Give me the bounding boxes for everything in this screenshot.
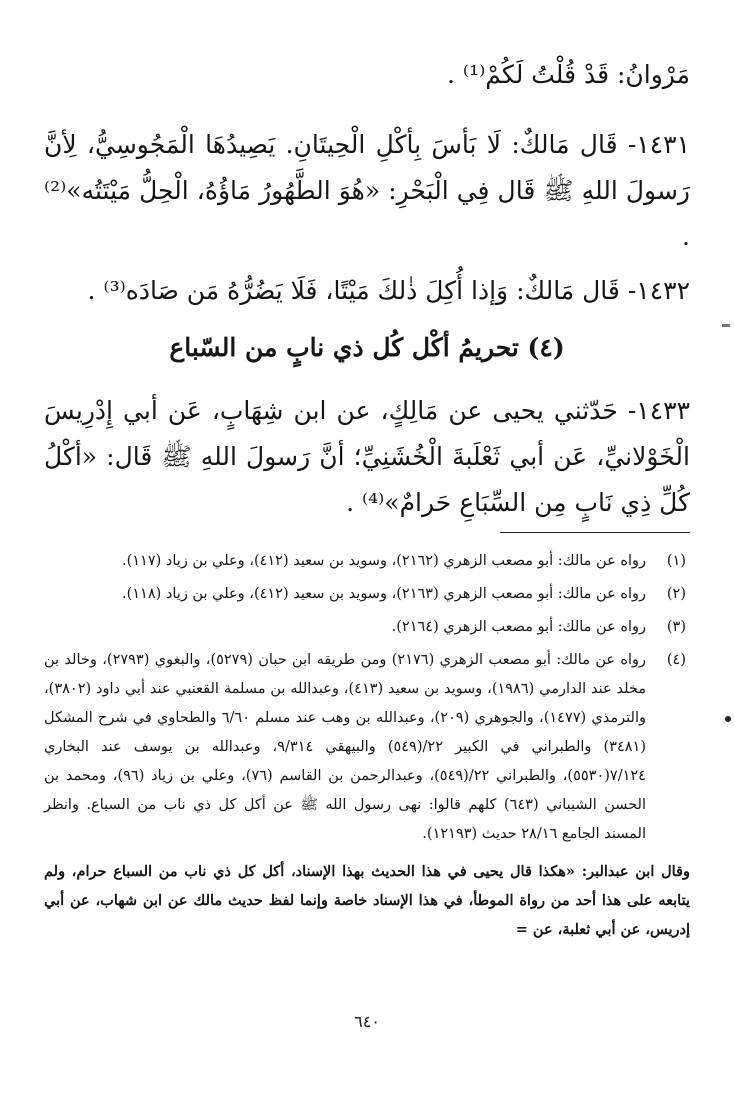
footnote-separator xyxy=(500,532,690,533)
chapter-heading: (٤) تحريمُ أكْل كُل ذي نابٍ من السّباع xyxy=(169,333,565,362)
footnote-number: (١) xyxy=(666,553,686,569)
footnote-number: (٤) xyxy=(666,652,686,668)
footnote-text: رواه عن مالك: أبو مصعب الزهري (٢١٧٦) ومن طريقه ابن حبان (٥٢٧٩)، والبغوي (٢٧٩٣)، وخالد بن مخلد عند الدارمي (١٩٨٦)، وسويد بن سعيد (٤١٣)، وعبدالله بن مسلمة القعنبي عند أبي داود (٣٨٠٢)، والترمذي (١٤٧٧)، والجوهري (٢٠٩)، وعبدالله بن وهب عند مسلم ٦/٦٠ والطحاوي في شرح المشكل (٣٤٨١) والطبراني في الكبير ٢٢/(٥٤٩) والبيهقي ٩/٣١٤، وعبدالله بن يوسف عند البخاري ٧/١٢٤(٥٥٣٠)، والطبراني ٢٢/(٥٤٩)، وعبدالرحمن بن القاسم (٧٦)، وعلي بن زياد (٩٦)، ومحمد بن الحسن الشيباني (٦٤٣) كلهم قالوا: نهى رسول الله ﷺ عن أكل كل ذي ناب من السباع. وانظر المسند الجامع ٢٨/١٦ حديث (١٢١٩٣). xyxy=(44,652,647,842)
footnote-text: رواه عن مالك: أبو مصعب الزهري (٢١٦٤). xyxy=(391,619,646,635)
page-number: ٦٤٠ xyxy=(354,1012,380,1031)
page-body xyxy=(44,52,690,944)
footnote-number: (٢) xyxy=(666,586,686,602)
footnote xyxy=(44,646,690,849)
footnotes xyxy=(44,547,690,849)
footnote-number: (٣) xyxy=(666,619,686,635)
paragraph-1432: ١٤٣٢- قَال مَالكٌ: وَإذا أُكِلَ ذٰلكَ مَيْتًا، فَلَا يَضُرُّهُ مَن صَادَه⁽³⁾ . xyxy=(87,276,690,305)
main-text xyxy=(44,52,690,526)
footnote-text: رواه عن مالك: أبو مصعب الزهري (٢١٦٢)، وسويد بن سعيد (٤١٢)، وعلي بن زياد (١١٧). xyxy=(121,553,646,569)
footnote-text: رواه عن مالك: أبو مصعب الزهري (٢١٦٣)، وسويد بن سعيد (٤١٢)، وعلي بن زياد (١١٨). xyxy=(121,586,646,602)
footnote xyxy=(44,547,690,576)
paragraph-1431: ١٤٣١- قَال مَالكٌ: لَا بَأسَ بِأكْلِ الْحِيتَانِ. يَصِيدُهَا الْمَجُوسِيُّ، لِأنَّ رَسولَ اللهِ ﷺ قَال فِي الْبَحْرِ: «هُوَ الطَّهُورُ مَاؤُهُ، الْحِلُّ مَيْتَتُه»⁽²⁾ . xyxy=(44,130,690,251)
paragraph-continuation: مَرْوانُ: قَدْ قُلْتُ لَكُمْ⁽¹⁾ . xyxy=(447,60,690,89)
scan-edge-mark xyxy=(725,716,731,722)
scan-edge-mark xyxy=(722,324,730,327)
commentary-ibn-abdulbarr: وقال ابن عبدالبر: «هكذا قال يحيى في هذا الحديث بهذا الإسناد، أكل كل ذي ناب من السباع حرام، ولم يتابعه على هذا أحد من رواة الموطأ، في هذا الإسناد خاصة وإنما لفظ حديث مالك عن ابن شهاب، عن أبي إدريس، عن أبي ثعلبة، عن = xyxy=(44,863,690,938)
paragraph-1433: ١٤٣٣- حَدّثني يحيى عن مَالِكٍ، عن ابن شِهَابٍ، عَن أبي إِدْرِيسَ الْخَوْلانيِّ، عَن أبي ثَعْلَبةَ الْخُشَنِيِّ؛ أنَّ رَسولَ اللهِ ﷺ قَال: «أكْلُ كُلِّ ذِي نَابٍ مِن السِّبَاعِ حَرامٌ»⁽⁴⁾ . xyxy=(44,396,690,517)
footnote xyxy=(44,580,690,609)
footnote xyxy=(44,613,690,642)
